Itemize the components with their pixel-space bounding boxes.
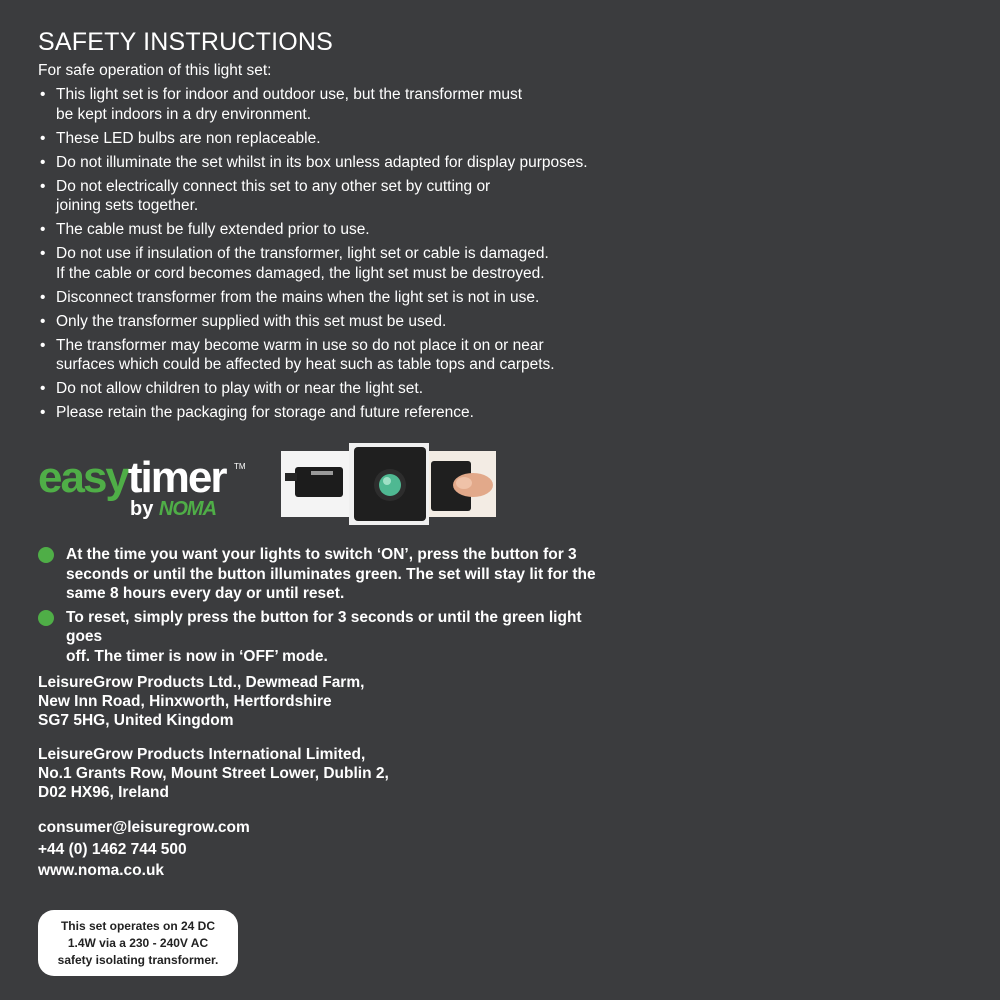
easytimer-logo — [38, 452, 248, 522]
website-link[interactable]: www.noma.co.uk — [38, 862, 165, 879]
list-item: • Do not illuminate the set whilst in its box unless adapted for display purposes. — [38, 153, 658, 173]
contact-info — [38, 817, 250, 882]
timer-product-photos — [281, 443, 496, 525]
green-dot-icon — [38, 610, 54, 626]
list-item: • Please retain the packaging for storage and future reference. — [38, 403, 658, 423]
timer-instructions — [38, 545, 618, 670]
logo-easy: easy — [38, 453, 128, 502]
list-item: To reset, simply press the button for 3 seconds or until the green light goes off. The timer is now in ‘OFF’ mode. — [38, 608, 618, 667]
list-item: At the time you want your lights to switch ‘ON’, press the button for 3 seconds or until the button illuminates green. The set will stay lit for the same 8 hours every day or until reset. — [38, 545, 618, 604]
email-link[interactable]: consumer@leisuregrow.com — [38, 819, 250, 836]
logo-trademark: TM — [234, 462, 246, 471]
list-item: • The transformer may become warm in use so do not place it on or near surfaces which could be affected by heat such as table tops and carpets. — [38, 336, 658, 375]
logo-noma: NOMA — [158, 498, 217, 520]
list-item: • These LED bulbs are non replaceable. — [38, 129, 658, 149]
address-uk: LeisureGrow Products Ltd., Dewmead Farm, New Inn Road, Hinxworth, Hertfordshire SG7 5HG, United Kingdom — [38, 674, 365, 729]
intro-text: For safe operation of this light set: — [38, 62, 272, 79]
finger-press-photo — [429, 451, 496, 517]
phone-number: +44 (0) 1462 744 500 — [38, 840, 187, 858]
transformer-photo — [281, 451, 349, 517]
list-item: • Do not use if insulation of the transformer, light set or cable is damaged. If the cable or cord becomes damaged, the light set must be destroyed. — [38, 244, 658, 283]
list-item: • Do not allow children to play with or near the light set. — [38, 379, 658, 399]
list-item: • Only the transformer supplied with this set must be used. — [38, 312, 658, 332]
page-title: SAFETY INSTRUCTIONS — [38, 28, 334, 56]
logo-by: by — [130, 498, 159, 520]
power-spec-badge: This set operates on 24 DC 1.4W via a 230 - 240V AC safety isolating transformer. — [38, 910, 238, 976]
green-button-photo — [349, 443, 429, 525]
address-ireland: LeisureGrow Products International Limited, No.1 Grants Row, Mount Street Lower, Dublin 2, D02 HX96, Ireland — [38, 746, 389, 801]
list-item: • Disconnect transformer from the mains when the light set is not in use. — [38, 288, 658, 308]
list-item: • The cable must be fully extended prior to use. — [38, 220, 658, 240]
logo-timer: timer — [127, 453, 226, 502]
list-item: • This light set is for indoor and outdoor use, but the transformer must be kept indoors in a dry environment. — [38, 85, 658, 124]
list-item: • Do not electrically connect this set to any other set by cutting or joining sets together. — [38, 177, 658, 216]
safety-list — [38, 85, 658, 427]
green-dot-icon — [38, 547, 54, 563]
